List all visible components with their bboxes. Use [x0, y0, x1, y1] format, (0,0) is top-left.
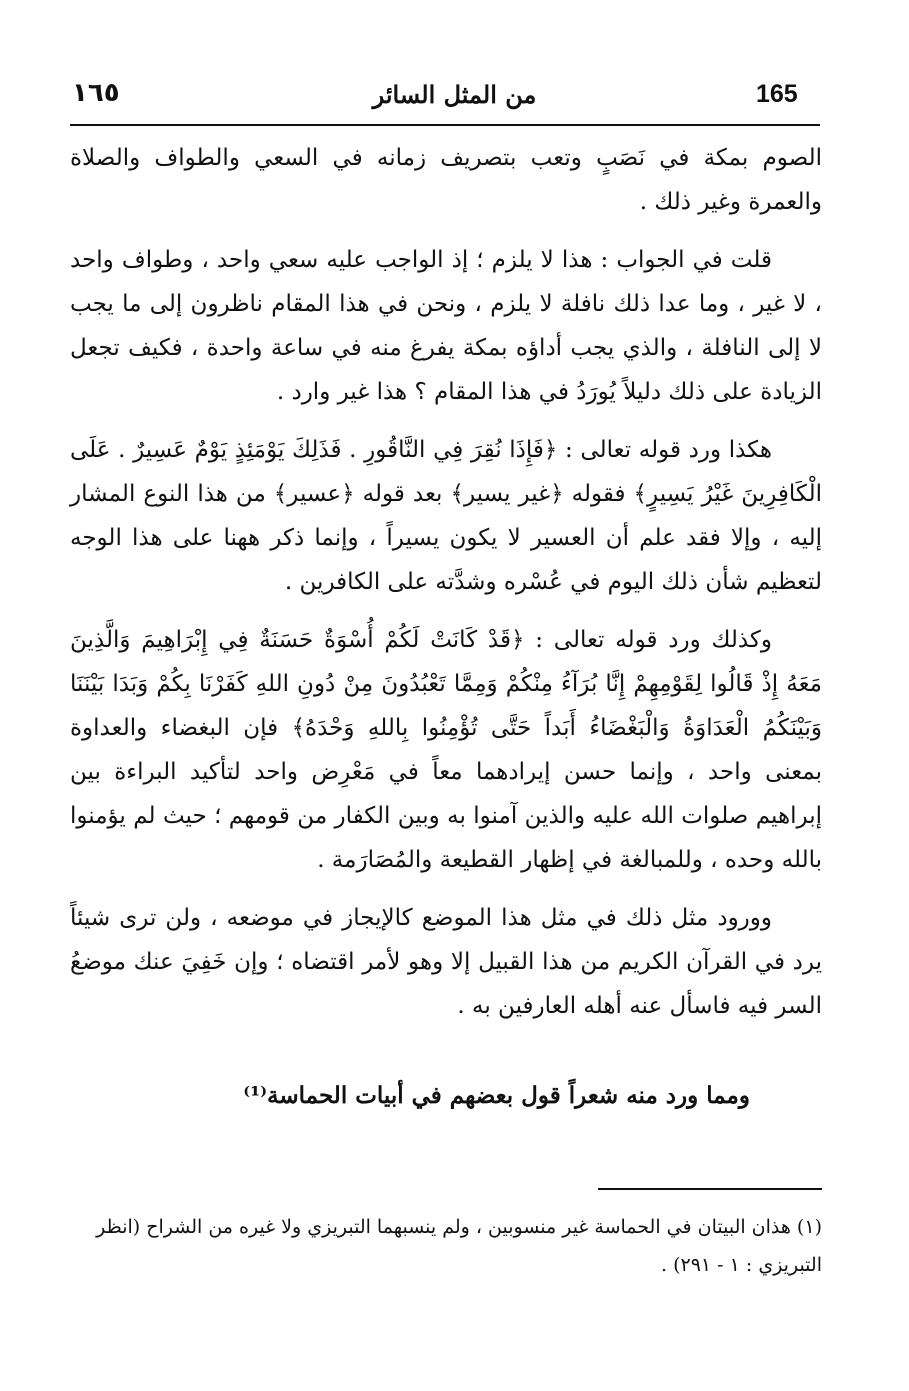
paragraph-2: قلت في الجواب : هذا لا يلزم ؛ إذ الواجب عليه سعي واحد ، وطواف واحد ، لا غير ، وما عدا ذلك نافلة لا يلزم ، ونحن في هذا المقام ناظرون إلى ما يجب لا إلى النافلة ، والذي يجب أداؤه بمكة يفرغ منه في ساعة واحدة ، فكيف تجعل الزيادة على ذلك دليلاً يُورَدُ في هذا المقام ؟ هذا غير وارد .: [70, 247, 822, 405]
footnote: [70, 1208, 822, 1284]
body-text: [70, 136, 822, 1042]
paragraph-4: وكذلك ورد قوله تعالى : ﴿قَدْ كَانَتْ لَكُمْ أُسْوَةٌ حَسَنَةٌ فِي إِبْرَاهِيمَ وَالَّذِينَ مَعَهُ إِذْ قَالُوا لِقَوْمِهِمْ إِنَّا بُرَآءُ مِنْكُمْ وَمِمَّا تَعْبُدُونَ مِنْ دُونِ اللهِ كَفَرْنَا بِكُمْ وَبَدَا بَيْنَنَا وَبَيْنَكُمُ الْعَدَاوَةُ وَالْبَغْضَاءُ أَبَداً حَتَّى تُؤْمِنُوا بِاللهِ وَحْدَهُ﴾ فإن البغضاء والعداوة بمعنى واحد ، وإنما حسن إيرادهما معاً في مَعْرِض واحد لتأكيد البراءة بين إبراهيم صلوات الله عليه والذين آمنوا به وبين الكفار من قومهم ؛ حيث لم يؤمنوا بالله وحده ، وللمبالغة في إظهار القطيعة والمُصَارَمة .: [70, 627, 822, 873]
footnote-line-1: (١) هذان البيتان في الحماسة غير منسوبين ، ولم ينسبهما التبريزي ولا غيره من الشراح (انظر: [96, 1216, 822, 1238]
poem-intro-line: ومما ورد منه شعراً قول بعضهم في أبيات الحماسة⁽¹⁾: [243, 1082, 750, 1109]
footnote-rule: [598, 1188, 822, 1190]
page-number-latin: 165: [756, 80, 798, 108]
paragraph-1: الصوم بمكة في نَصَبٍ وتعب بتصريف زمانه في السعي والطواف والصلاة والعمرة وغير ذلك .: [70, 145, 822, 215]
header-rule: [70, 124, 820, 126]
page-number-arabic: ١٦٥: [72, 78, 120, 108]
paragraph-5: وورود مثل ذلك في مثل هذا الموضع كالإيجاز في موضعه ، ولن ترى شيئاً يرد في القرآن الكريم من هذا القبيل إلا وهو لأمر اقتضاه ؛ وإن خَفِيَ عنك موضعُ السر فيه فاسأل عنه أهله العارفين به .: [70, 905, 822, 1019]
footnote-line-2: التبريزي : ١ - ٢٩١) .: [661, 1254, 822, 1276]
running-title: من المثل السائر: [372, 80, 537, 109]
paragraph-3: هكذا ورد قوله تعالى : ﴿فَإِذَا نُقِرَ فِي النَّاقُورِ . فَذَلِكَ يَوْمَئِذٍ يَوْمٌ عَسِيرٌ . عَلَى الْكَافِرِينَ غَيْرُ يَسِيرٍ﴾ فقوله ﴿غير يسير﴾ بعد قوله ﴿عسير﴾ من هذا النوع المشار إليه ، وإلا فقد علم أن العسير لا يكون يسيراً ، وإنما ذكر ههنا على هذا الوجه لتعظيم شأن ذلك اليوم في عُسْره وشدَّته على الكافرين .: [70, 437, 822, 595]
